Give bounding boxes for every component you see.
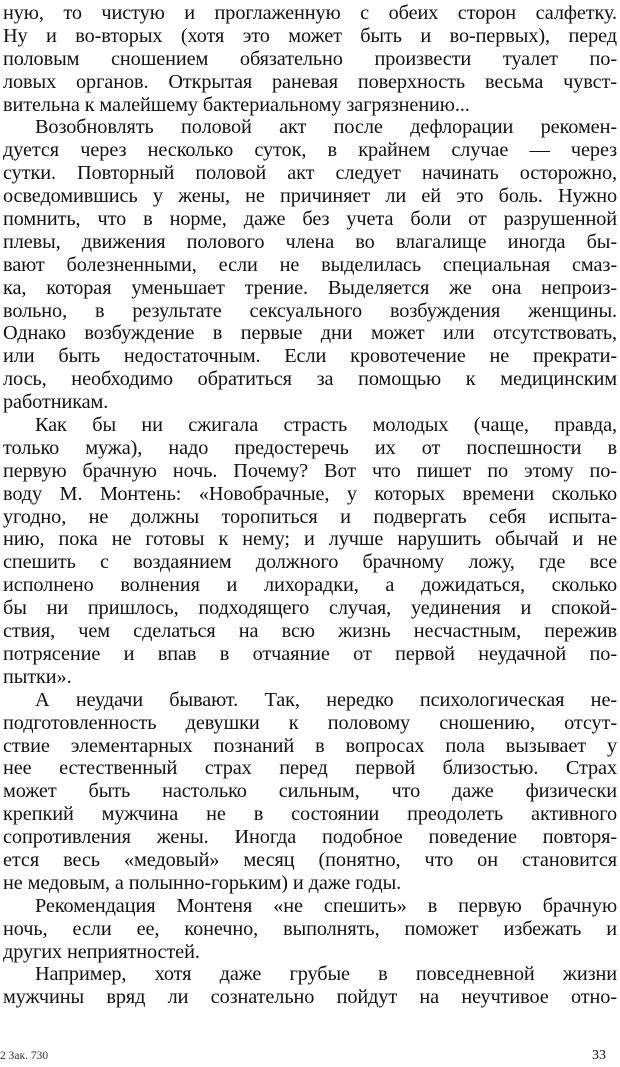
- text-line: потрясение и впав в отчаяние от первой неудачной по-: [3, 642, 617, 665]
- paragraph-start-line: Возобновлять половой акт после дефлорации рекомен-: [35, 116, 617, 139]
- text-line: плевы, движения полового члена во влагалище иногда бы-: [3, 230, 617, 253]
- text-line: крепкий мужчина не в состоянии преодолеть активного: [3, 803, 617, 826]
- text-line: вительна к малейшему бактериальному загрязнению...: [3, 93, 470, 116]
- text-line: вают болезненными, если не выделилась специальная смаз-: [3, 253, 617, 276]
- text-line: дуется через несколько суток, в крайнем случае — через: [3, 139, 617, 162]
- text-line: угодно, не должны торопиться и подвергать себя испыта-: [3, 505, 617, 528]
- text-line: осведомившись у жены, не причиняет ли ей это боль. Нужно: [3, 185, 617, 208]
- text-line: нее естественный страх перед первой близостью. Страх: [3, 757, 617, 780]
- text-line: мужчины вряд ли сознательно пойдут на неучтивое отно-: [3, 986, 617, 1009]
- text-line: лось, необходимо обратиться за помощью к медицинским: [3, 368, 617, 391]
- page-text: [3, 2, 617, 1009]
- text-line: спешить с воздаянием должного брачному ложу, где все: [3, 551, 617, 574]
- text-line: может быть настолько сильным, что даже физически: [3, 780, 617, 803]
- text-line: бы ни пришлось, подходящего случая, уединения и спокой-: [3, 597, 617, 620]
- text-line: вольно, в результате сексуального возбуждения женщины.: [3, 299, 617, 322]
- text-line: ствия, чем сделаться на всю жизнь несчастным, пережив: [3, 620, 617, 643]
- text-line: сутки. Повторный половой акт следует начинать осторожно,: [3, 162, 617, 185]
- text-line: Однако возбуждение в первые дни может или отсутствовать,: [3, 322, 617, 345]
- text-line: исполнено волнения и лихорадки, а дожидаться, сколько: [3, 574, 617, 597]
- printer-signature: 2 Зак. 730: [0, 1050, 49, 1062]
- text-line: ночь, если ее, конечно, выполнять, поможет избежать и: [3, 917, 617, 940]
- text-line: работникам.: [3, 391, 109, 414]
- text-line: воду М. Монтень: «Новобрачные, у которых времени сколько: [3, 482, 617, 505]
- text-line: половым сношением обязательно произвести туалет по-: [3, 47, 617, 70]
- text-line: подготовленность девушки к половому сношению, отсут-: [3, 711, 617, 734]
- paragraph-start-line: Как бы ни сжигала страсть молодых (чаще, правда,: [35, 414, 617, 437]
- paragraph-start-line: Например, хотя даже грубые в повседневной жизни: [35, 963, 617, 986]
- text-line: не медовым, а полынно-горьким) и даже годы.: [3, 871, 402, 894]
- text-line: сопротивления жены. Иногда подобное поведение повторя-: [3, 826, 617, 849]
- text-line: пытки».: [3, 665, 72, 688]
- text-line: других неприятностей.: [3, 940, 200, 963]
- text-line: ствие элементарных познаний в вопросах пола вызывает у: [3, 734, 617, 757]
- text-line: нию, пока не готовы к нему; и лучше нарушить обычай и не: [3, 528, 617, 551]
- text-line: Ну и во-вторых (хотя это может быть и во-первых), перед: [3, 24, 617, 47]
- text-line: ка, которая уменьшает трение. Выделяется же она непроиз-: [3, 276, 617, 299]
- text-line: ную, то чистую и проглаженную с обеих сторон салфетку.: [3, 2, 617, 24]
- page-number: 33: [592, 1048, 606, 1063]
- text-line: только мужа), надо предостеречь их от поспешности в: [3, 436, 617, 459]
- paragraph-start-line: Рекомендация Монтеня «не спешить» в первую брачную: [35, 894, 617, 917]
- text-line: ловых органов. Открытая раневая поверхность весьма чувст-: [3, 70, 617, 93]
- text-line: первую брачную ночь. Почему? Вот что пишет по этому по-: [3, 459, 617, 482]
- text-line: ется весь «медовый» месяц (понятно, что он становится: [3, 848, 617, 871]
- text-line: помнить, что в норме, даже без учета боли от разрушенной: [3, 208, 617, 231]
- paragraph-start-line: А неудачи бывают. Так, нередко психологическая не-: [35, 688, 617, 711]
- text-line: или быть недостаточным. Если кровотечение не прекрати-: [3, 345, 617, 368]
- page-footer: [0, 1048, 620, 1064]
